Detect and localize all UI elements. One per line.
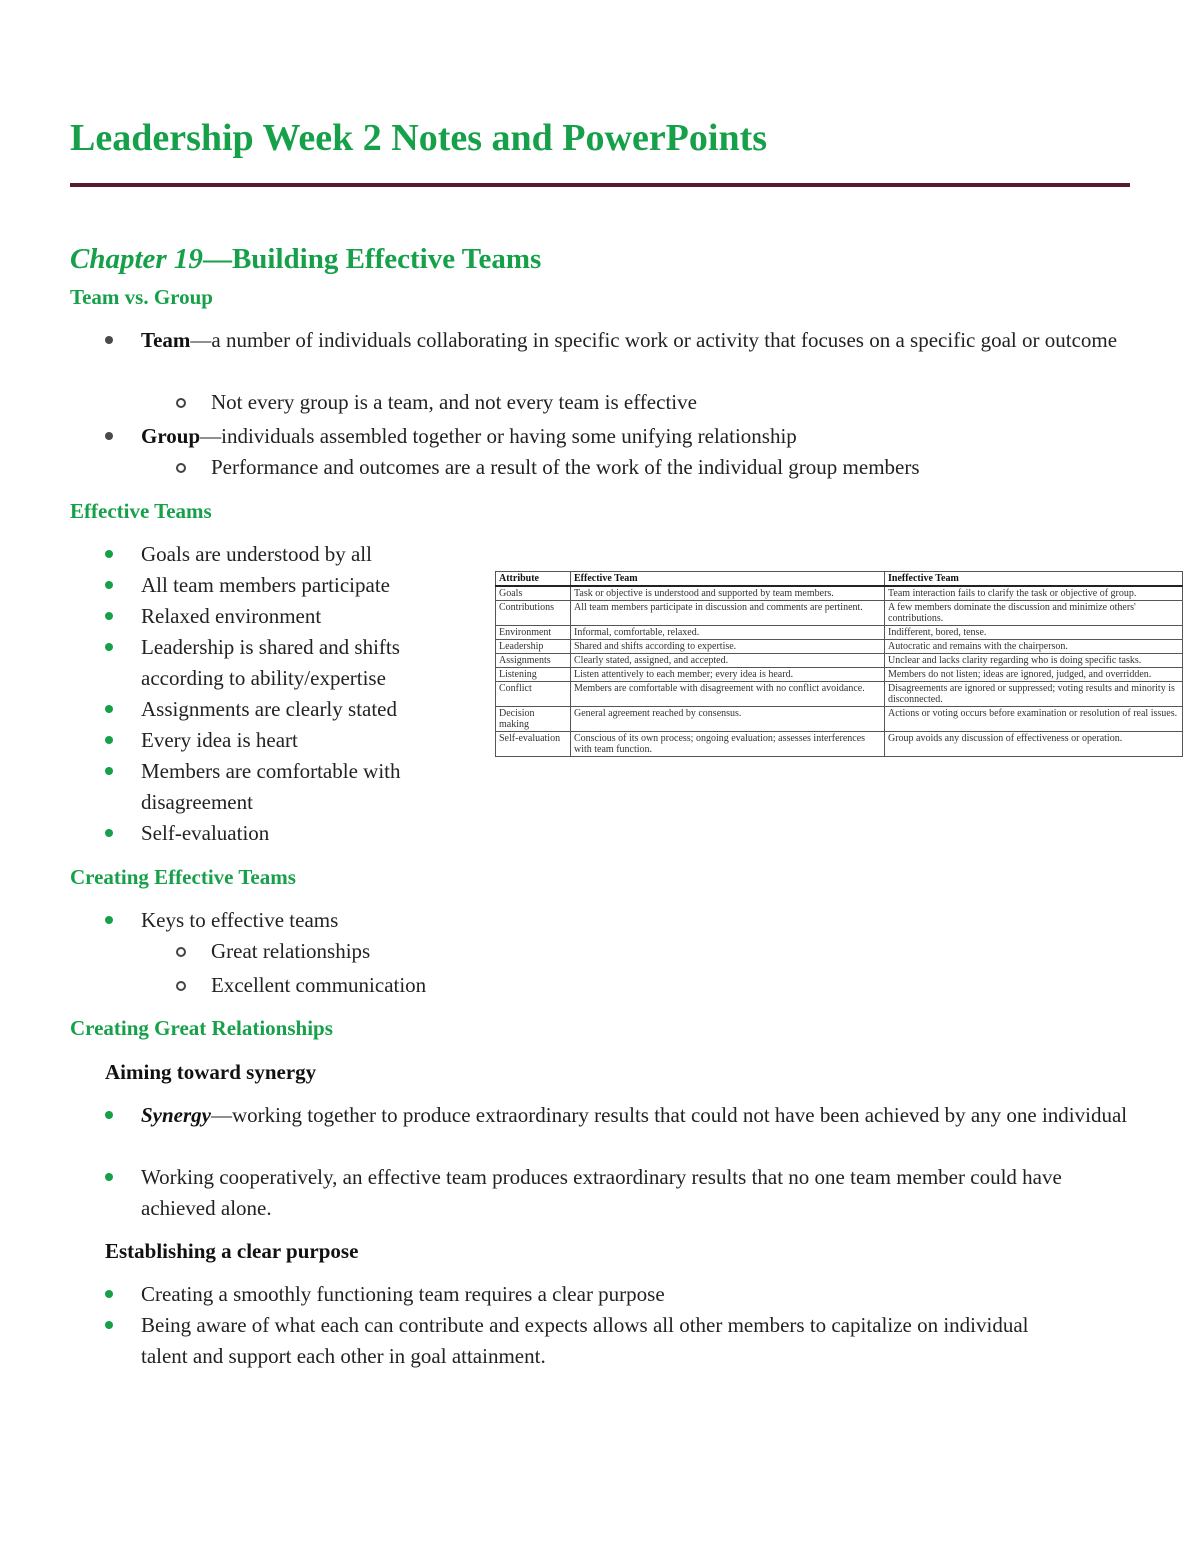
bullet-icon (105, 829, 113, 837)
table-row (496, 640, 1183, 654)
table-row (496, 707, 1183, 732)
section-heading-effective-teams: Effective Teams (70, 499, 212, 523)
section-heading-creating-great-relationships: Creating Great Relationships (70, 1016, 333, 1040)
bullet-icon (105, 1290, 113, 1298)
table-cell: Group avoids any discussion of effectiveness or operation. (885, 732, 1183, 757)
bullet-icon (105, 550, 113, 558)
chapter-number: Chapter 19 (70, 243, 203, 275)
table-cell: All team members participate in discussion and comments are pertinent. (571, 601, 885, 626)
document-title: Leadership Week 2 Notes and PowerPoints (70, 117, 768, 159)
list-item (141, 601, 451, 632)
table-cell: Disagreements are ignored or suppressed; voting results and minority is disconnected. (885, 682, 1183, 707)
list-item (141, 818, 451, 849)
table-cell: Autocratic and remains with the chairperson. (885, 640, 1183, 654)
bullet-icon (105, 612, 113, 620)
bullet-icon (105, 767, 113, 775)
table-row (496, 654, 1183, 668)
table-row (496, 682, 1183, 707)
hollow-bullet-icon (176, 981, 186, 991)
item-text: Goals are understood by all (141, 542, 372, 566)
term-group: Group (141, 424, 201, 448)
subheading-purpose: Establishing a clear purpose (105, 1239, 359, 1263)
synergy-definition: —working together to produce extraordinary results that could not have been achieved by any one individual (211, 1103, 1128, 1127)
hollow-bullet-icon (176, 947, 186, 957)
subheading-synergy: Aiming toward synergy (105, 1060, 317, 1084)
table-cell: Contributions (496, 601, 571, 626)
list-subitem (211, 970, 811, 1001)
table-cell: Listen attentively to each member; every idea is heard. (571, 668, 885, 682)
group-subpoint: Performance and outcomes are a result of the work of the individual group members (211, 455, 920, 479)
team-subpoint: Not every group is a team, and not every team is effective (211, 390, 697, 414)
table-cell: Informal, comfortable, relaxed. (571, 626, 885, 640)
table-cell: A few members dominate the discussion and minimize others' contributions. (885, 601, 1183, 626)
comparison-table-figure (495, 571, 1185, 799)
term-synergy: Synergy (141, 1103, 211, 1127)
table-row (496, 586, 1183, 601)
item-text: Working cooperatively, an effective team produces extraordinary results that no one team member could have achieved alone. (141, 1165, 1062, 1220)
list-item (141, 1162, 1141, 1224)
comparison-table (495, 571, 1183, 757)
bullet-icon (105, 432, 113, 440)
table-cell: Actions or voting occurs before examination or resolution of real issues. (885, 707, 1183, 732)
table-cell: Self-evaluation (496, 732, 571, 757)
item-text: Creating a smoothly functioning team requires a clear purpose (141, 1282, 665, 1306)
hollow-bullet-icon (176, 398, 186, 408)
table-cell: Shared and shifts according to expertise. (571, 640, 885, 654)
table-cell: Indifferent, bored, tense. (885, 626, 1183, 640)
list-item (141, 694, 451, 725)
table-cell: Clearly stated, assigned, and accepted. (571, 654, 885, 668)
table-row (496, 626, 1183, 640)
table-header-row (496, 572, 1183, 587)
bullet-icon (105, 705, 113, 713)
item-text: Great relationships (211, 939, 371, 963)
table-cell: Leadership (496, 640, 571, 654)
item-text: Assignments are clearly stated (141, 697, 397, 721)
item-text: Keys to effective teams (141, 908, 339, 932)
table-header-cell: Ineffective Team (885, 572, 1183, 587)
table-cell: Decision making (496, 707, 571, 732)
item-text: Relaxed environment (141, 604, 322, 628)
list-item-group (141, 421, 1141, 452)
table-cell: Members are comfortable with disagreement with no conflict avoidance. (571, 682, 885, 707)
table-row (496, 601, 1183, 626)
bullet-icon (105, 916, 113, 924)
bullet-icon (105, 1111, 113, 1119)
table-cell: Unclear and lacks clarity regarding who is doing specific tasks. (885, 654, 1183, 668)
term-team: Team (141, 328, 191, 352)
item-text: Leadership is shared and shifts according to ability/expertise (141, 635, 400, 690)
team-definition: —a number of individuals collaborating in specific work or activity that focuses on a specific goal or outcome (190, 328, 1118, 352)
table-cell: General agreement reached by consensus. (571, 707, 885, 732)
bullet-icon (105, 581, 113, 589)
bullet-icon (105, 1321, 113, 1329)
table-body (496, 586, 1183, 757)
table-cell: Task or objective is understood and supported by team members. (571, 586, 885, 601)
chapter-heading (70, 243, 541, 276)
bullet-icon (105, 643, 113, 651)
bullet-icon (105, 336, 113, 344)
hollow-bullet-icon (176, 463, 186, 473)
item-text: Excellent communication (211, 973, 427, 997)
bullet-icon (105, 736, 113, 744)
item-text: Every idea is heart (141, 728, 298, 752)
table-cell: Team interaction fails to clarify the task or objective of group. (885, 586, 1183, 601)
table-cell: Conflict (496, 682, 571, 707)
list-item-team (141, 325, 1141, 356)
section-heading-team-vs-group: Team vs. Group (70, 285, 213, 309)
table-row (496, 732, 1183, 757)
list-item (141, 905, 741, 936)
bullet-icon (105, 1173, 113, 1181)
list-item (141, 1310, 1061, 1372)
list-item-synergy (141, 1100, 1131, 1131)
list-subitem-group (211, 452, 1161, 483)
list-item (141, 632, 446, 694)
table-cell: Conscious of its own process; ongoing evaluation; assesses interferences with team function. (571, 732, 885, 757)
item-text: Self-evaluation (141, 821, 270, 845)
section-heading-creating-effective-teams: Creating Effective Teams (70, 865, 296, 889)
list-subitem (211, 936, 811, 967)
table-header-cell: Effective Team (571, 572, 885, 587)
title-divider (70, 183, 1130, 187)
table-header-cell: Attribute (496, 572, 571, 587)
chapter-title: Building Effective Teams (231, 243, 542, 275)
table-cell: Assignments (496, 654, 571, 668)
group-definition: —individuals assembled together or having some unifying relationship (200, 424, 797, 448)
list-item (141, 539, 451, 570)
table-cell: Environment (496, 626, 571, 640)
list-item (141, 725, 451, 756)
chapter-dash: — (202, 243, 232, 275)
item-text: Members are comfortable with disagreement (141, 759, 401, 814)
table-cell: Listening (496, 668, 571, 682)
list-item (141, 1279, 1131, 1310)
list-item (141, 570, 451, 601)
item-text: Being aware of what each can contribute and expects allows all other members to capitalize on individual talent and support each other in goal attainment. (141, 1313, 1029, 1368)
item-text: All team members participate (141, 573, 390, 597)
table-cell: Goals (496, 586, 571, 601)
table-cell: Members do not listen; ideas are ignored, judged, and overridden. (885, 668, 1183, 682)
list-item (141, 756, 446, 818)
list-subitem-team (211, 387, 1111, 418)
table-row (496, 668, 1183, 682)
